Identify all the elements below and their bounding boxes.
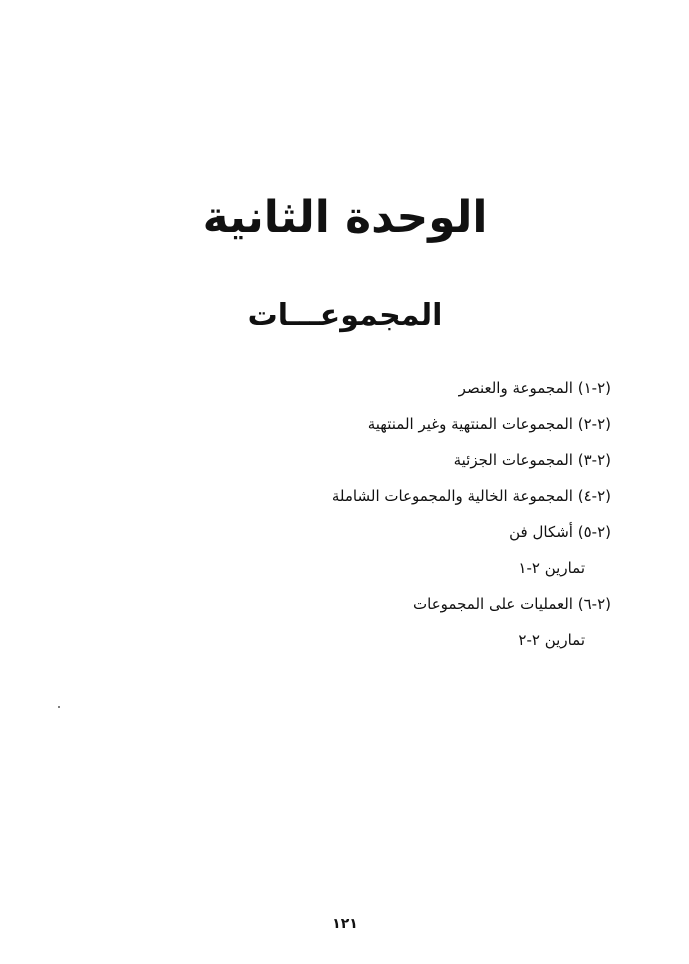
toc-item: (٢-٣) المجموعات الجزئية	[453, 451, 611, 469]
scan-speck	[58, 706, 60, 708]
page-number: ١٢١	[332, 916, 358, 932]
toc-item: (٢-٢) المجموعات المنتهية وغير المنتهية	[367, 415, 611, 433]
toc-exercise-item: تمارين ٢-٢	[518, 631, 585, 649]
table-of-contents	[191, 370, 611, 658]
unit-title: الوحدة الثانية	[202, 192, 488, 243]
toc-item: (٢-٤) المجموعة الخالية والمجموعات الشاملة	[331, 487, 611, 505]
toc-item: (٢-١) المجموعة والعنصر	[458, 379, 611, 397]
chapter-title: المجموعـــات	[247, 298, 443, 333]
toc-item: (٢-٦) العمليات على المجموعات	[413, 595, 611, 613]
toc-item: (٢-٥) أشكال فن	[509, 523, 611, 541]
toc-exercise-item: تمارين ٢-١	[518, 559, 585, 577]
